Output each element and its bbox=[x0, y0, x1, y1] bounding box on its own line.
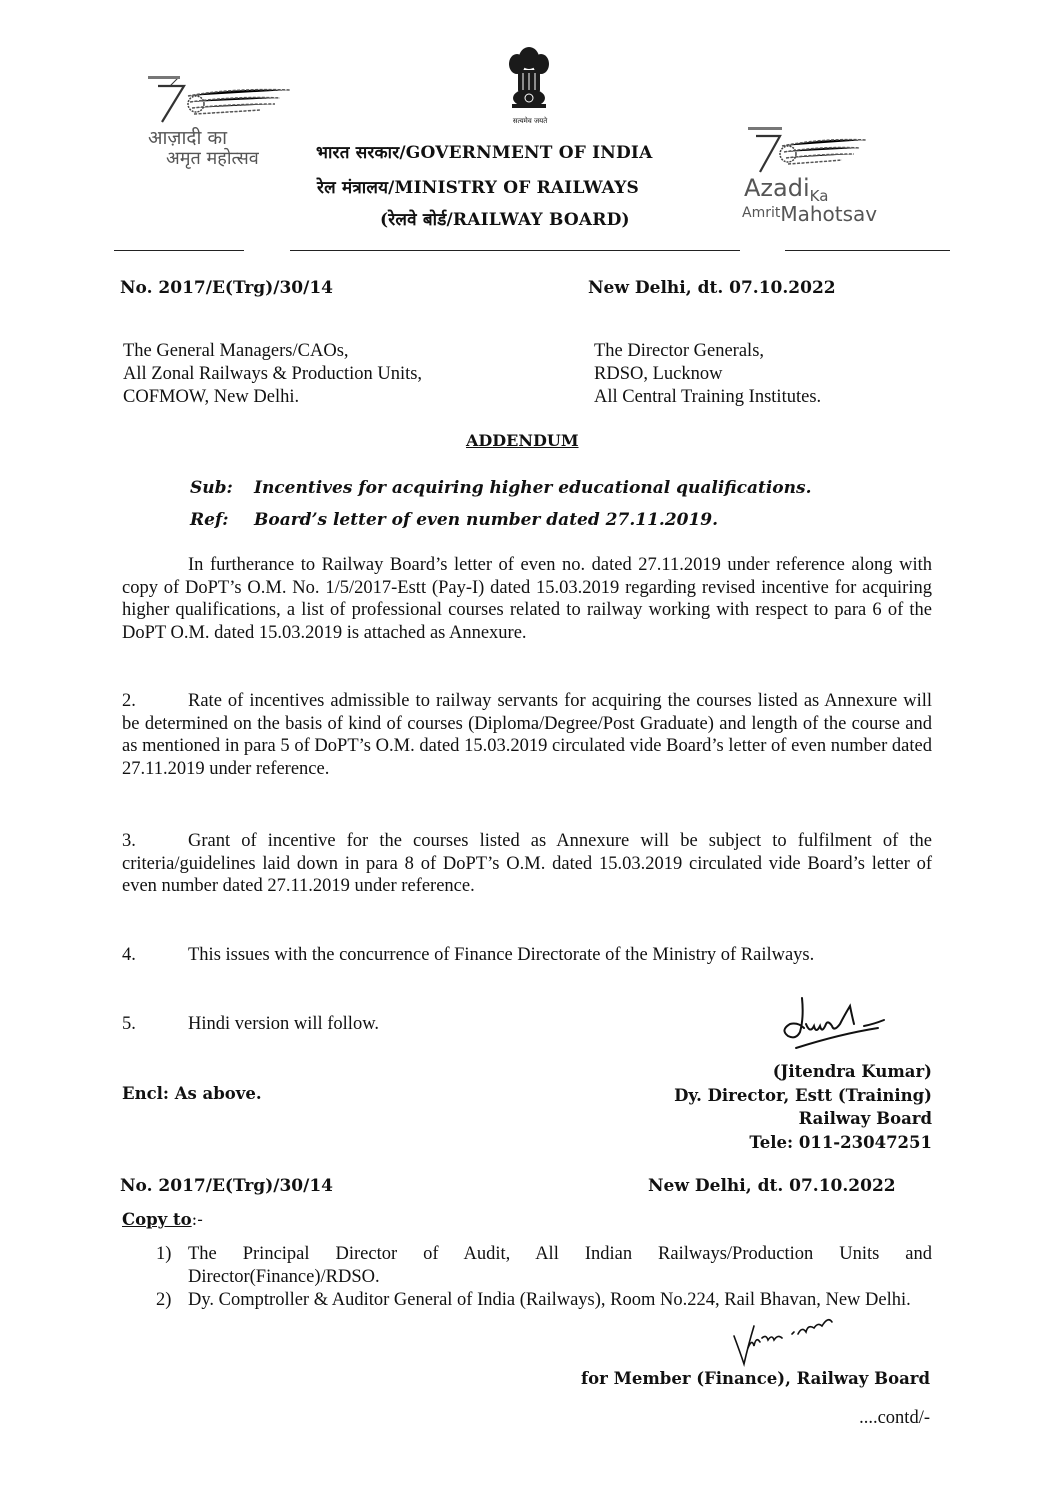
paragraph-1 bbox=[122, 554, 932, 644]
copy-to-label: Copy to bbox=[122, 1210, 192, 1229]
paragraph-2 bbox=[122, 690, 932, 780]
addressee-line: COFMOW, New Delhi. bbox=[123, 387, 300, 407]
addressee-line: The General Managers/CAOs, bbox=[123, 341, 349, 361]
signatory-name: (Jitendra Kumar) bbox=[772, 1062, 932, 1081]
header-divider-middle bbox=[290, 250, 740, 251]
addressee-line: The Director Generals, bbox=[594, 341, 765, 361]
logo-text-line1: आज़ादी का bbox=[148, 127, 227, 149]
reference-text: Board’s letter of even number dated 27.11.2019. bbox=[254, 510, 719, 530]
header-government: भारत सरकार/GOVERNMENT OF INDIA bbox=[316, 143, 653, 163]
for-member-finance: for Member (Finance), Railway Board bbox=[581, 1369, 930, 1388]
logo-text-ka: Ka bbox=[809, 187, 829, 205]
header-divider-right bbox=[785, 250, 950, 251]
copy-to-suffix: :- bbox=[191, 1210, 203, 1229]
emblem-motto: सत्यमेव जयते bbox=[512, 117, 548, 125]
addressees-left bbox=[123, 340, 422, 409]
azadi-ka-amrit-mahotsav-english-logo bbox=[742, 124, 912, 234]
paragraph-text: Rate of incentives admissible to railway servants for acquiring the courses listed as Annexure will be determined on the basis of kind of courses (Diploma/Degree/Post Graduate) and length of the course and as mentioned in para 5 of DoPT’s O.M. dated 15.03.2019 circulated vide Board’s letter of even number dated 27.11.2019 under reference. bbox=[122, 691, 932, 779]
paragraph-text: Grant of incentive for the courses listed as Annexure will be subject to fulfilment of the criteria/guidelines laid down in para 8 of DoPT’s O.M. dated 15.03.2019 circulated vide Board’s letter of even number dated 27.11.2019 under reference. bbox=[122, 831, 932, 897]
signatory-designation: Dy. Director, Estt (Training) bbox=[674, 1085, 932, 1105]
logo-text-mahotsav: Mahotsav bbox=[780, 202, 878, 226]
copy-item-text: The Principal Director of Audit, All Indian Railways/Production Units and Director(Finance)/RDSO. bbox=[188, 1244, 932, 1287]
subject-line bbox=[190, 478, 812, 498]
signatory-office: Railway Board bbox=[798, 1109, 932, 1128]
logo-text-line2: अमृत महोत्सव bbox=[166, 148, 259, 169]
paragraph-number: 5. bbox=[122, 1014, 136, 1034]
enclosure-note: Encl: As above. bbox=[122, 1084, 262, 1103]
document-title: ADDENDUM bbox=[466, 431, 579, 450]
subject-label: Sub: bbox=[190, 478, 233, 498]
header-divider-left bbox=[114, 250, 244, 251]
amrit-mahotsav-75-icon bbox=[140, 72, 300, 132]
paragraph-number: 2. bbox=[122, 691, 136, 711]
signatory-block bbox=[674, 1060, 932, 1154]
copy-item-text: Dy. Comptroller & Auditor General of India (Railways), Room No.224, Rail Bhavan, New Delhi. bbox=[188, 1290, 911, 1310]
signature-for-member-finance bbox=[732, 1312, 882, 1370]
logo-text-azadi: Azadi bbox=[744, 174, 810, 202]
copy-place-date: New Delhi, dt. 07.10.2022 bbox=[648, 1176, 896, 1196]
paragraph-4 bbox=[122, 944, 932, 967]
copy-to-heading bbox=[122, 1210, 203, 1229]
logo-text-amrit: Amrit bbox=[742, 205, 781, 221]
ashoka-lion-capital-icon bbox=[498, 44, 560, 118]
amrit-mahotsav-75-icon bbox=[742, 124, 872, 179]
reference-line bbox=[190, 510, 718, 530]
handwritten-signature-icon bbox=[760, 990, 900, 1052]
header-board: (रेलवे बोर्ड/RAILWAY BOARD) bbox=[380, 210, 630, 230]
azadi-ka-amrit-mahotsav-hindi-logo bbox=[140, 72, 310, 172]
copy-item-number: 1) bbox=[156, 1244, 172, 1264]
letter-number: No. 2017/E(Trg)/30/14 bbox=[120, 278, 333, 298]
copy-to-item bbox=[156, 1243, 932, 1289]
copy-letter-number: No. 2017/E(Trg)/30/14 bbox=[120, 1176, 333, 1196]
addressee-line: RDSO, Lucknow bbox=[594, 364, 723, 384]
subject-text: Incentives for acquiring higher educational qualifications. bbox=[254, 478, 812, 498]
paragraph-3 bbox=[122, 830, 932, 898]
copy-item-number: 2) bbox=[156, 1290, 172, 1310]
addressee-line: All Zonal Railways & Production Units, bbox=[123, 364, 423, 384]
addressee-line: All Central Training Institutes. bbox=[594, 387, 822, 407]
signatory-telephone: Tele: 011-23047251 bbox=[749, 1132, 932, 1152]
reference-label: Ref: bbox=[190, 510, 229, 530]
paragraph-text: This issues with the concurrence of Finance Directorate of the Ministry of Railways. bbox=[188, 945, 815, 965]
paragraph-number: 4. bbox=[122, 945, 136, 965]
paragraph-number: 3. bbox=[122, 831, 136, 851]
paragraph-text: In furtherance to Railway Board’s letter of even no. dated 27.11.2019 under reference along with copy of DoPT’s O.M. No. 1/5/2017-Estt (Pay-I) dated 15.03.2019 regarding revised incentive for acquiring higher qualifications, a list of professional courses related to railway working with respect to para 6 of the DoPT O.M. dated 15.03.2019 is attached as Annexure. bbox=[122, 555, 932, 643]
addressees-right bbox=[594, 340, 821, 409]
paragraph-text: Hindi version will follow. bbox=[188, 1014, 379, 1034]
paragraph-5 bbox=[122, 1013, 622, 1036]
state-emblem bbox=[498, 44, 558, 134]
header-ministry: रेल मंत्रालय/MINISTRY OF RAILWAYS bbox=[317, 178, 640, 198]
continued-marker: ....contd/- bbox=[859, 1408, 930, 1428]
letter-place-date: New Delhi, dt. 07.10.2022 bbox=[588, 278, 836, 298]
handwritten-signature-icon bbox=[732, 1312, 882, 1370]
signature-jitendra-kumar bbox=[760, 990, 900, 1052]
